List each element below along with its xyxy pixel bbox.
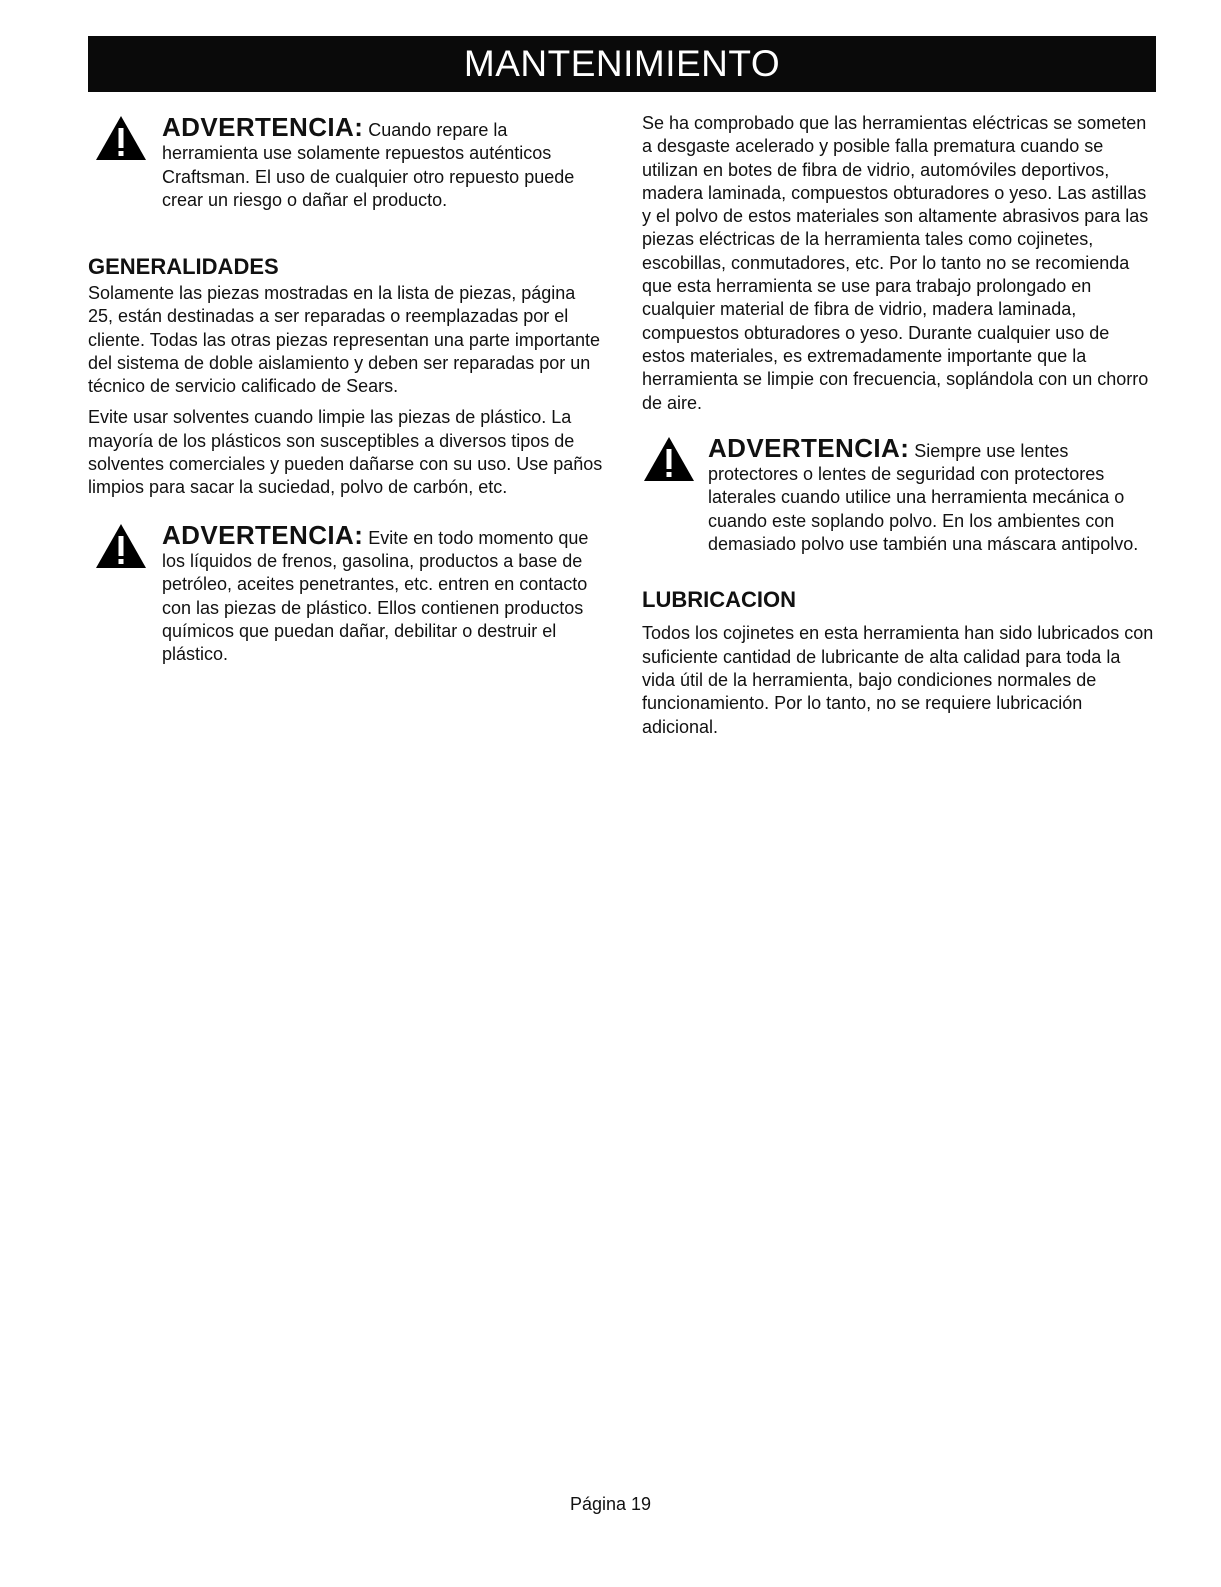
right-column [642, 112, 1154, 739]
warning-block-eye-protection [642, 433, 1154, 556]
left-column [88, 112, 604, 666]
paragraph-generalidades-1: Solamente las piezas mostradas en la lista de piezas, página 25, están destinadas a ser reparadas o reemplazadas por el cliente. Todas las otras piezas representan una parte importante del sistema de doble aislamiento y deben ser reparadas por un técnico de servicio calificado de Sears. [88, 283, 600, 397]
warning-title: ADVERTENCIA: [708, 432, 910, 463]
section-heading-generalidades: GENERALIDADES [88, 254, 279, 279]
paragraph-lubricacion: Todos los cojinetes en esta herramienta han sido lubricados con suficiente cantidad de lubricante de alta calidad para toda la vida útil de la herramienta, bajo condiciones normales de funcionamiento. Por lo tanto, no se requiere lubricación adicional. [642, 623, 1154, 737]
page-banner [88, 36, 1156, 92]
warning-text: Cuando repare la herramienta use solamente repuestos auténticos Craftsman. El uso de cualquier otro repuesto puede crear un riesgo o dañar el producto. [162, 120, 575, 210]
warning-triangle-icon [94, 522, 148, 570]
warning-block-parts [88, 112, 604, 232]
warning-block-fluids [88, 520, 604, 667]
warning-triangle-icon [94, 114, 148, 162]
paragraph-generalidades-2: Evite usar solventes cuando limpie las piezas de plástico. La mayoría de los plásticos son susceptibles a diversos tipos de solventes comerciales y pueden dañarse con su uso. Use paños limpios para sacar la suciedad, polvo de carbón, etc. [88, 407, 603, 498]
section-heading-lubricacion: LUBRICACION [642, 587, 796, 613]
warning-title: ADVERTENCIA: [162, 519, 364, 550]
warning-title: ADVERTENCIA: [162, 112, 364, 142]
warning-triangle-icon [642, 435, 696, 483]
warning-text: Evite en todo momento que los líquidos de frenos, gasolina, productos a base de petróleo, aceites penetrantes, etc. entren en contacto con las piezas de plástico. Ellos contienen productos químicos que puedan dañar, debilitar o destruir el plástico. [162, 527, 589, 665]
warning-text: Siempre use lentes protectores o lentes de seguridad con protectores laterales cuando utilice una herramienta mecánica o cuando este soplando polvo. En los ambientes con demasiado polvo use también una máscara antipolvo. [708, 440, 1139, 555]
paragraph-wear: Se ha comprobado que las herramientas eléctricas se someten a desgaste acelerado y posible falla prematura cuando se utilizan en botes de fibra de vidrio, automóviles deportivos, madera laminada, compuestos obturadores o yeso. Las astillas y el polvo de estos materiales son altamente abrasivos para las piezas eléctricas de la herramienta tales como cojinetes, escobillas, conmutadores, etc. Por lo tanto no se recomienda que esta herramienta se use para trabajo prolongado en cualquier material de fibra de vidrio, madera laminada, compuestos obturadores o yeso. Durante cualquier uso de estos materiales, es extremadamente importante que la herramienta se limpie con frecuencia, soplándola con un chorro de aire. [642, 113, 1149, 413]
page-title: MANTENIMIENTO [463, 43, 781, 84]
page-number: Página 19 [569, 1494, 652, 1514]
